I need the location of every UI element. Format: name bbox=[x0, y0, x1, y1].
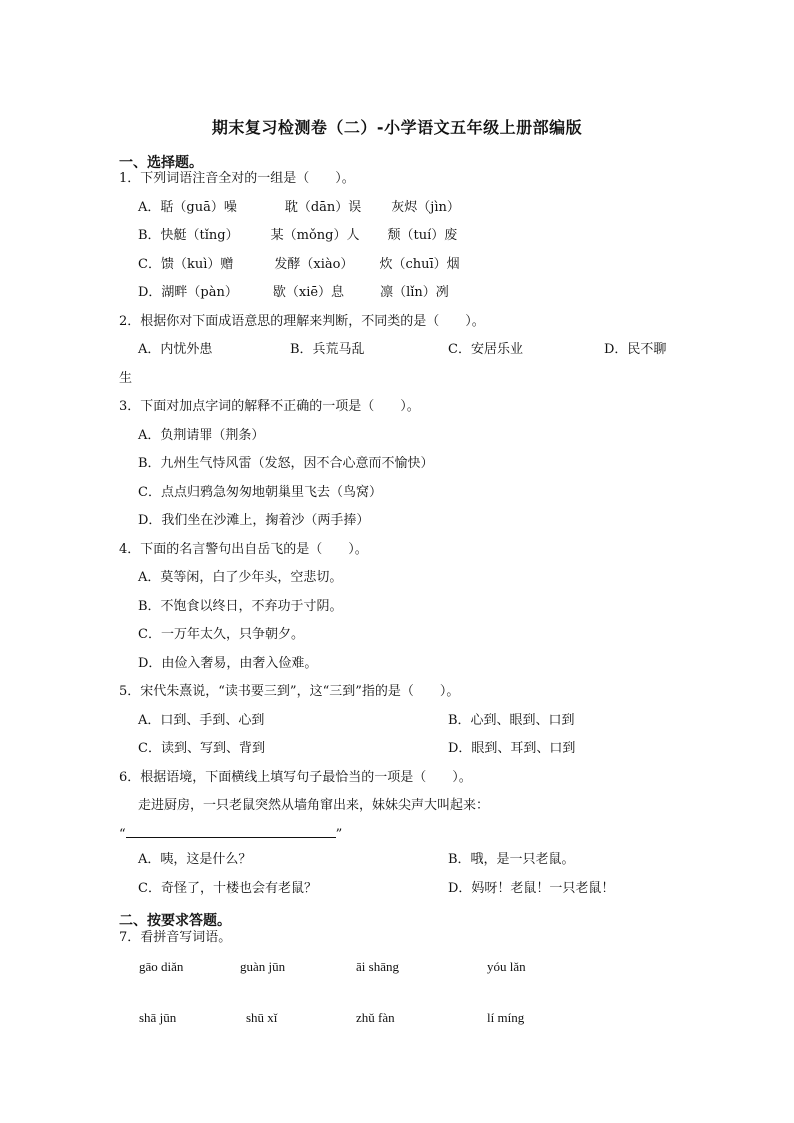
q3-option-a: A．负荆请罪（荆条） bbox=[138, 428, 265, 443]
question-1-stem: 1．下列词语注音全对的一组是（ ）。 bbox=[119, 171, 355, 186]
pinyin-item: gāo diǎn bbox=[139, 959, 184, 974]
q4-option-a: A．莫等闲，白了少年头，空悲切。 bbox=[138, 570, 343, 585]
pinyin-item: shū xǐ bbox=[246, 1010, 278, 1025]
q1-option-c: C．馈（kuì）赠 发酵（xiào） 炊（chuī）烟 bbox=[138, 257, 460, 272]
q6-option-b: B．哦，是一只老鼠。 bbox=[448, 852, 575, 867]
q2-option-d: D．民不聊 bbox=[604, 342, 667, 357]
pinyin-item: zhǔ fàn bbox=[356, 1010, 395, 1025]
pinyin-item: āi shāng bbox=[356, 959, 399, 974]
q4-option-c: C．一万年太久，只争朝夕。 bbox=[138, 627, 304, 642]
question-4-stem: 4．下面的名言警句出自岳飞的是（ ）。 bbox=[119, 542, 368, 557]
q6-option-a: A．咦，这是什么？ bbox=[138, 852, 252, 867]
q5-option-d: D．眼到、耳到、口到 bbox=[448, 741, 576, 756]
q3-option-c: C．点点归鸦急匆匆地朝巢里飞去（鸟窝） bbox=[138, 485, 382, 500]
q2-option-a: A．内忧外患 bbox=[138, 342, 213, 357]
q3-option-d: D．我们坐在沙滩上，掬着沙（两手捧） bbox=[138, 513, 370, 528]
pinyin-item: shā jūn bbox=[139, 1010, 177, 1025]
q3-option-b: B．九州生气恃风雷（发怒，因不合心意而不愉快） bbox=[138, 456, 434, 471]
q2-option-d-wrap: 生 bbox=[119, 371, 133, 386]
q2-option-c: C．安居乐业 bbox=[448, 342, 523, 357]
pinyin-item: yóu lǎn bbox=[487, 959, 526, 974]
q6-answer-blank: “ ” bbox=[119, 827, 343, 842]
page-title: 期末复习检测卷（二）-小学语文五年级上册部编版 bbox=[211, 118, 583, 137]
q4-option-b: B．不饱食以终日，不弃功于寸阴。 bbox=[138, 599, 343, 614]
section-heading-choice: 一、选择题。 bbox=[119, 155, 203, 171]
q5-option-a: A．口到、手到、心到 bbox=[138, 713, 265, 728]
q4-option-d: D．由俭入奢易，由奢入俭难。 bbox=[138, 656, 318, 671]
q5-option-b: B．心到、眼到、口到 bbox=[448, 713, 575, 728]
q1-option-a: A．聒（guā）噪 耽（dān）误 灰烬（jìn） bbox=[138, 200, 460, 215]
pinyin-item: guàn jūn bbox=[240, 959, 286, 974]
question-3-stem: 3．下面对加点字词的解释不正确的一项是（ ）。 bbox=[119, 399, 420, 414]
pinyin-item: lí míng bbox=[487, 1010, 525, 1025]
q6-context: 走进厨房，一只老鼠突然从墙角窜出来，妹妹尖声大叫起来： bbox=[138, 798, 490, 813]
q1-option-d: D．湖畔（pàn） 歇（xiē）息 凛（lǐn）冽 bbox=[138, 285, 449, 300]
q1-option-b: B．快艇（tǐng） 某（mǒng）人 颓（tuí）废 bbox=[138, 228, 458, 243]
question-5-stem: 5．宋代朱熹说，“读书要三到”，这“三到”指的是（ ）。 bbox=[119, 684, 460, 699]
q6-option-d: D．妈呀！老鼠！一只老鼠！ bbox=[448, 881, 615, 896]
question-6-stem: 6．根据语境，下面横线上填写句子最恰当的一项是（ ）。 bbox=[119, 770, 472, 785]
section-heading-answer: 二、按要求答题。 bbox=[119, 913, 231, 929]
fill-in-blank-line bbox=[126, 825, 336, 838]
q2-option-b: B．兵荒马乱 bbox=[290, 342, 365, 357]
q6-option-c: C．奇怪了，十楼也会有老鼠？ bbox=[138, 881, 317, 896]
q5-option-c: C．读到、写到、背到 bbox=[138, 741, 265, 756]
question-2-stem: 2．根据你对下面成语意思的理解来判断，不同类的是（ ）。 bbox=[119, 314, 485, 329]
question-7-stem: 7．看拼音写词语。 bbox=[119, 930, 232, 945]
